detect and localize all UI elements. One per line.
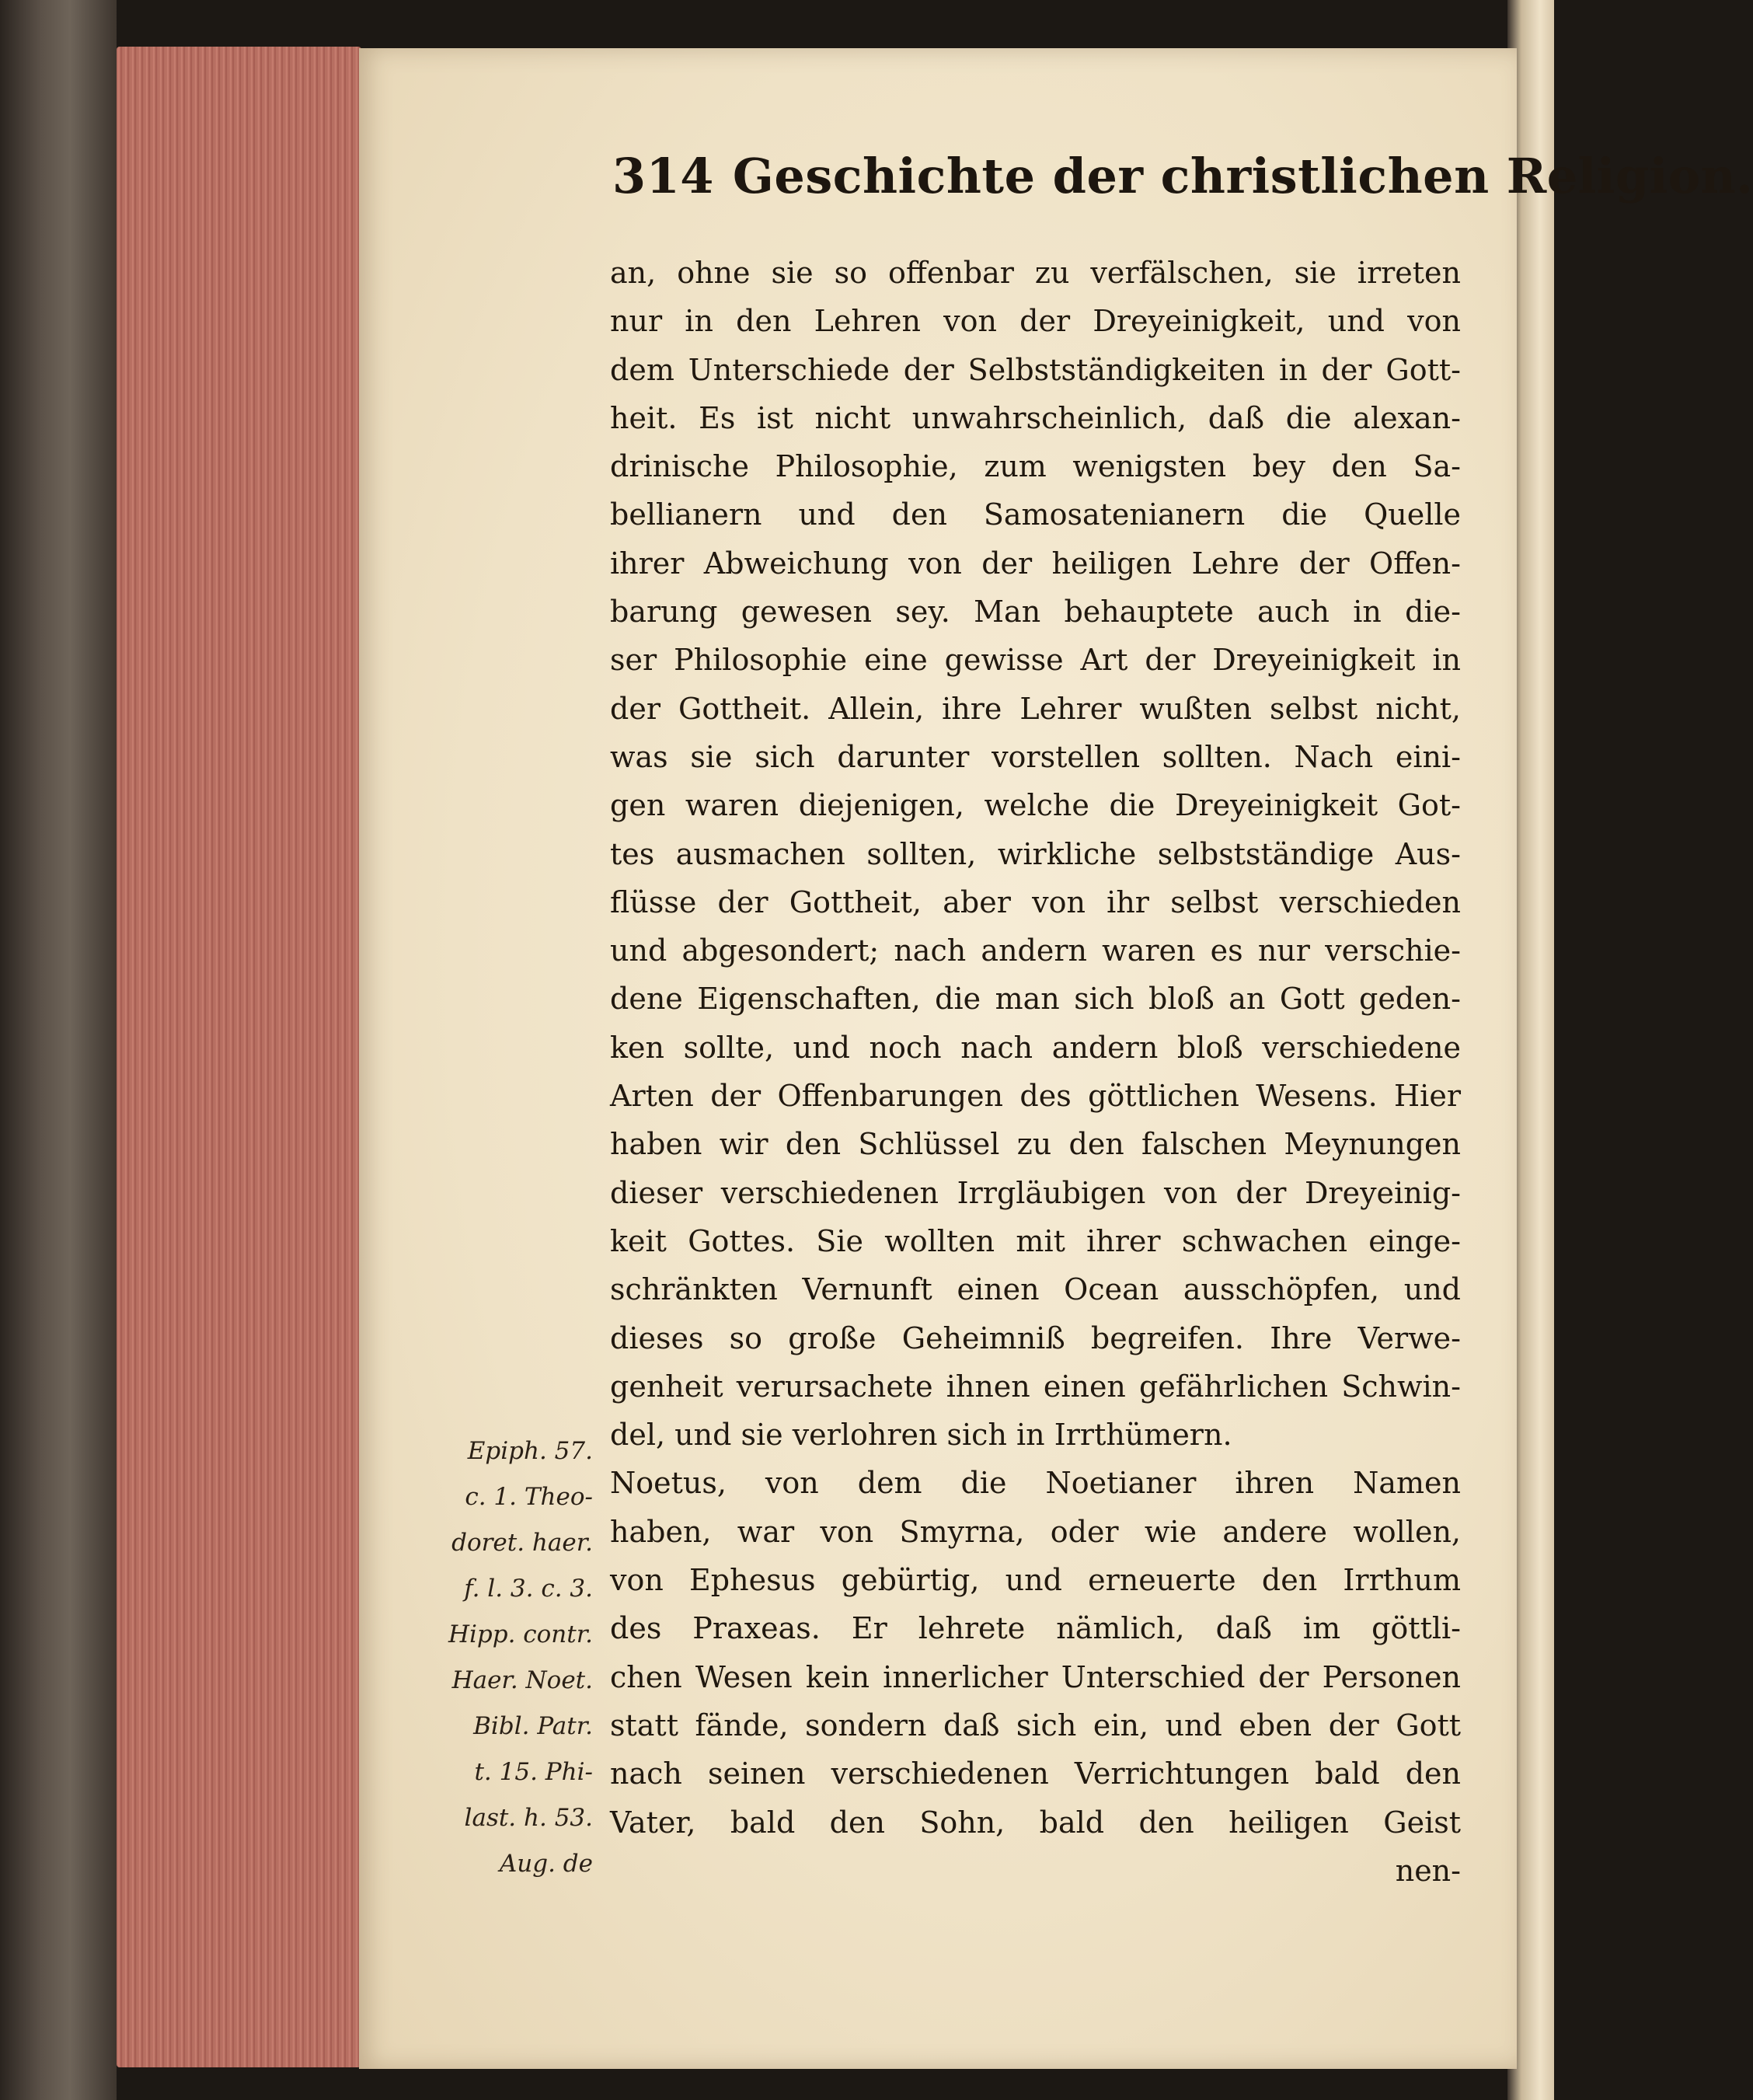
text-line: ihrer Abweichung von der heiligen Lehre der Offen- [610,546,1461,581]
text-line: tes ausmachen sollten, wirkliche selbstständige Aus- [610,836,1461,871]
margin-note-line: doret. haer. [451,1529,593,1557]
text-line: statt fände, sondern daß sich ein, und eben der Gott [610,1708,1461,1742]
margin-note-line: Hipp. contr. [448,1620,593,1648]
margin-note-line: t. 15. Phi- [474,1758,593,1786]
text-line: was sie sich darunter vorstellen sollten. Nach eini- [610,739,1461,774]
margin-note-line: Haer. Noet. [451,1666,593,1694]
text-line: flüsse der Gottheit, aber von ihr selbst verschieden [610,884,1461,919]
book-spine [0,0,117,2100]
text-line: bellianern und den Samosatenianern die Quelle [610,497,1461,532]
text-line: der Gottheit. Allein, ihre Lehrer wußten selbst nicht, [610,691,1461,726]
catchword: nen- [1395,1853,1461,1888]
text-line: del, und sie verlohren sich in Irrthümern. [610,1418,1232,1453]
text-line: an, ohne sie so offenbar zu verfälschen, sie irreten [610,256,1461,290]
margin-note-line: last. h. 53. [464,1804,593,1832]
text-line: Vater, bald den Sohn, bald den heiligen Geist [610,1805,1461,1840]
margin-note-line: c. 1. Theo- [465,1483,593,1511]
text-line: des Praxeas. Er lehrete nämlich, daß im göttli- [610,1611,1461,1646]
text-line: dene Eigenschaften, die man sich bloß an Gott geden- [610,982,1461,1017]
text-line: von Ephesus gebürtig, und erneuerte den Irrthum [610,1563,1461,1598]
text-line: barung gewesen sey. Man behauptete auch in die- [610,595,1461,630]
margin-note-line: Aug. de [499,1850,593,1878]
body-text [610,249,1461,1895]
margin-note-line: Epiph. 57. [467,1437,593,1465]
text-line: dieser verschiedenen Irrgläubigen von der Dreyeinig- [610,1175,1461,1210]
text-line: keit Gottes. Sie wollten mit ihrer schwachen einge- [610,1223,1461,1258]
text-line: ken sollte, und noch nach andern bloß verschiedene [610,1030,1461,1065]
text-line: ser Philosophie eine gewisse Art der Dreyeinigkeit in [610,643,1461,678]
text-line: dieses so große Geheimniß begreifen. Ihre Verwe- [610,1320,1461,1355]
text-line: gen waren diejenigen, welche die Dreyeinigkeit Got- [610,788,1461,823]
text-line: haben, war von Smyrna, oder wie andere wollen, [610,1514,1461,1549]
text-line: heit. Es ist nicht unwahrscheinlich, daß die alexan- [610,400,1461,435]
text-line: chen Wesen kein innerlicher Unterschied der Personen [610,1659,1461,1694]
text-line: und abgesondert; nach andern waren es nur verschie- [610,933,1461,968]
margin-note-line: f. l. 3. c. 3. [464,1575,593,1603]
text-line: nach seinen verschiedenen Verrichtungen bald den [610,1756,1461,1791]
text-line: schränkten Vernunft einen Ocean ausschöpfen, und [610,1272,1461,1307]
running-head-title: Geschichte der christlichen Religion. [732,148,1753,204]
paragraph-start-line: Noetus, von dem die Noetianer ihren Namen [610,1466,1461,1501]
text-line: Arten der Offenbarungen des göttlichen Wesens. Hier [610,1079,1461,1114]
margin-note-line: Bibl. Patr. [473,1712,593,1740]
text-line: genheit verursachete ihnen einen gefährlichen Schwin- [610,1369,1461,1404]
page-number: 314 [612,148,714,204]
running-head [612,148,1753,204]
text-line: nur in den Lehren von der Dreyeinigkeit, und von [610,304,1461,339]
margin-citation [434,1428,593,1887]
text-line: drinische Philosophie, zum wenigsten bey den Sa- [610,449,1461,484]
text-line: haben wir den Schlüssel zu den falschen Meynungen [610,1127,1461,1162]
text-line: dem Unterschiede der Selbstständigkeiten in der Gott- [610,352,1461,387]
page-edges [117,47,361,2067]
